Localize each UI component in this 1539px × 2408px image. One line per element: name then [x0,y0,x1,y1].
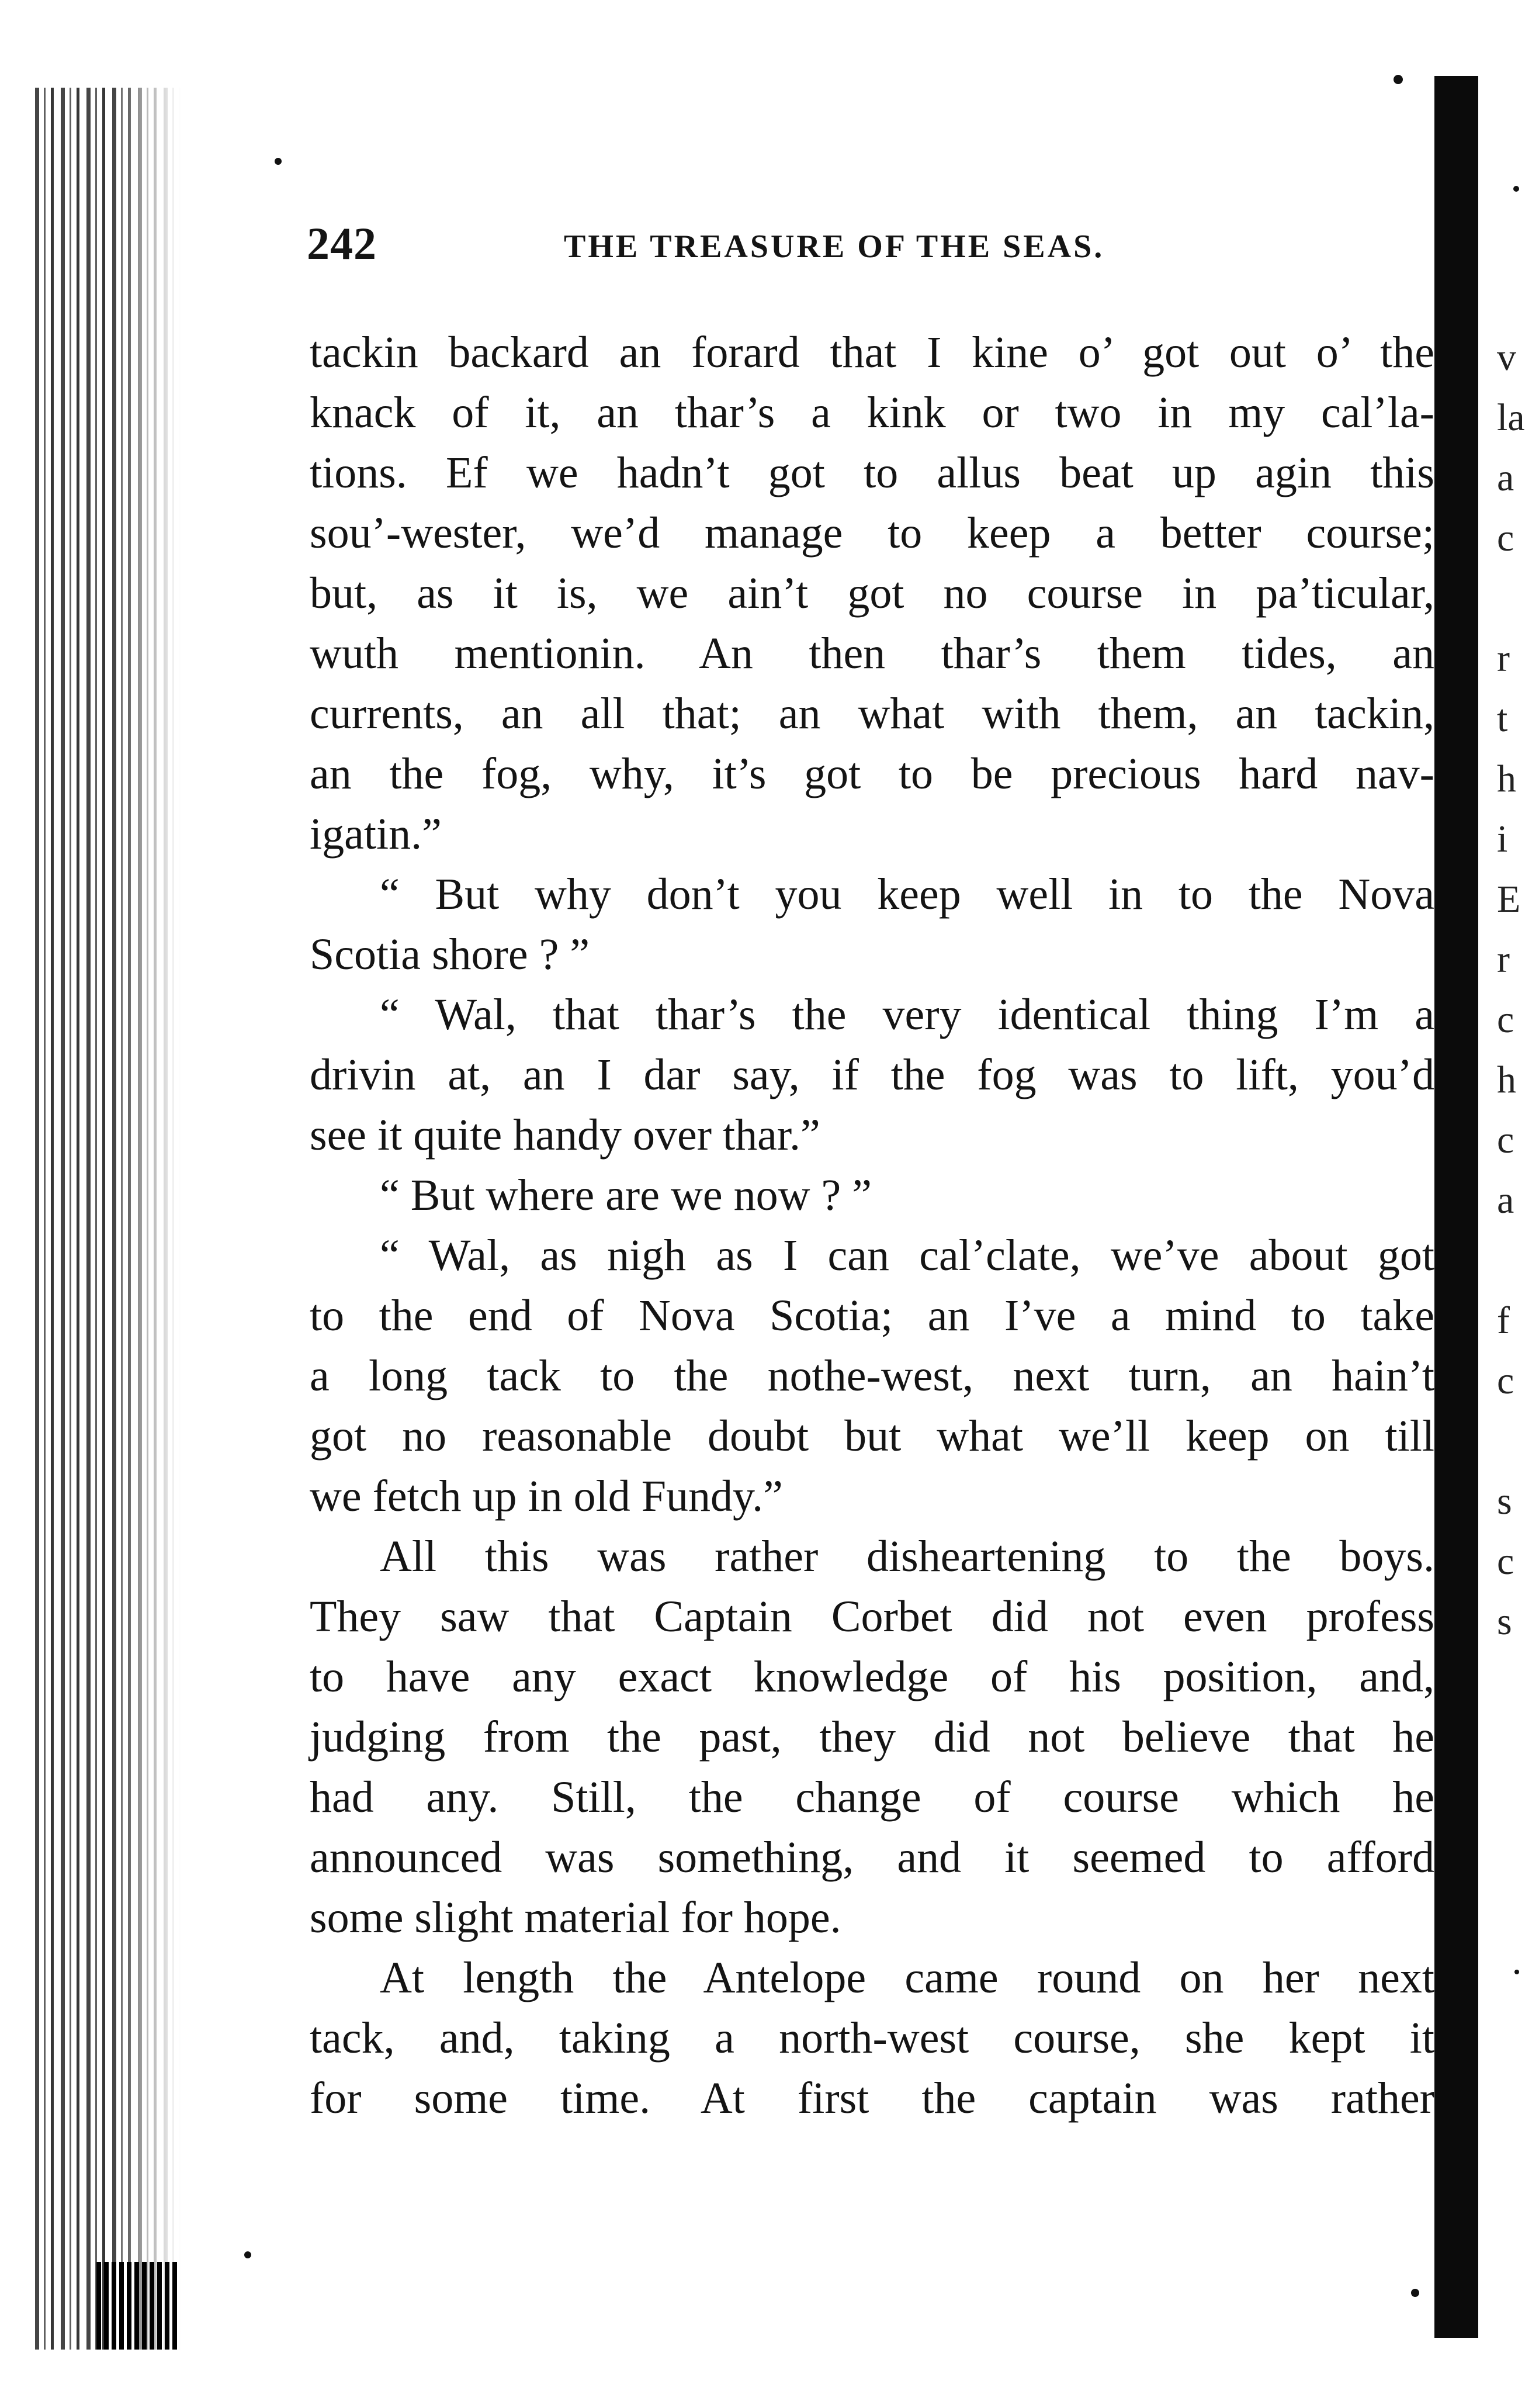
fragment: c [1497,517,1514,559]
speck [275,158,282,165]
text-line: a long tack to the nothe-west, next turn, an hain’t [310,1351,1434,1400]
fragment: c [1497,1540,1514,1583]
text-line: sou’-wester, we’d manage to keep a better course; [310,508,1434,558]
text-line: see it quite handy over thar.” [310,1110,820,1160]
fragment: t [1497,697,1508,740]
page-edge-bar [1434,76,1478,2338]
speck [244,2251,251,2258]
fragment: a [1497,456,1514,499]
speck [1411,2289,1419,2297]
text-line: tions. Ef we hadn’t got to allus beat up agin this [310,448,1434,497]
text-line: judging from the past, they did not believe that he [310,1712,1434,1762]
text-line: some slight material for hope. [310,1893,841,1942]
fragment [1497,1411,1532,1471]
text-line: got no reasonable doubt but what we’ll keep on till [310,1411,1434,1461]
text-line: currents, an all that; an what with them, an tackin, [310,689,1434,738]
text-line: knack of it, an thar’s a kink or two in my cal’la- [310,388,1434,437]
text-line: “ Wal, as nigh as I can cal’clate, we’ve about got [380,1231,1434,1280]
fragment: a [1497,1179,1514,1222]
binding-shadow-bottom [96,2262,178,2350]
text-line: we fetch up in old Fundy.” [310,1472,783,1521]
text-line: At length the Antelope came round on her next [380,1953,1434,2002]
adjacent-page-fragments [1497,327,1532,1652]
fragment: h [1497,757,1516,800]
fragment: c [1497,1119,1514,1161]
text-line: They saw that Captain Corbet did not even profess [310,1592,1434,1641]
text-line: “ But why don’t you keep well in to the Nova [380,870,1434,919]
text-line: had any. Still, the change of course which he [310,1773,1434,1822]
speck [1514,1970,1519,1974]
fragment: E [1497,878,1521,921]
fragment [1497,568,1532,628]
text-line: wuth mentionin. An then thar’s them tides, an [310,629,1434,678]
fragment: s [1497,1480,1512,1523]
fragment: c [1497,998,1514,1041]
fragment: s [1497,1600,1512,1643]
text-line: tackin backard an forard that I kine o’ got out o’ the [310,328,1434,377]
speck [1513,186,1519,192]
text-line: but, as it is, we ain’t got no course in pa’ticular, [310,569,1434,618]
fragment: v [1497,336,1516,379]
fragment: c [1497,1359,1514,1402]
text-line: to have any exact knowledge of his position, and, [310,1652,1434,1701]
text-line: “ Wal, that thar’s the very identical thing I’m a [380,990,1434,1039]
body-text [310,323,1434,2129]
text-line: to the end of Nova Scotia; an I’ve a mind to take [310,1291,1434,1340]
fragment: la [1497,396,1525,439]
fragment: r [1497,938,1510,981]
text-line: announced was something, and it seemed to afford [310,1833,1434,1882]
fragment [1497,1230,1532,1291]
text-line: an the fog, why, it’s got to be precious hard nav- [310,749,1434,798]
text-line: igatin.” [310,809,442,859]
page-number: 242 [307,218,377,269]
text-line: “ But where are we now ? ” [380,1171,872,1220]
page-header [307,217,1429,276]
running-head: THE TREASURE OF THE SEAS. [564,229,1105,265]
text-line: All this was rather disheartening to the boys. [380,1532,1434,1581]
text-line: drivin at, an I dar say, if the fog was to lift, you’d [310,1050,1434,1099]
binding-shadow [35,88,181,2350]
fragment: i [1497,818,1508,860]
fragment: f [1497,1299,1510,1342]
text-line: Scotia shore ? ” [310,930,590,979]
text-line: for some time. At first the captain was rather [310,2074,1434,2123]
fragment: h [1497,1058,1516,1101]
text-line: tack, and, taking a north-west course, she kept it [310,2013,1434,2063]
fragment: r [1497,637,1510,680]
speck [1394,75,1403,84]
